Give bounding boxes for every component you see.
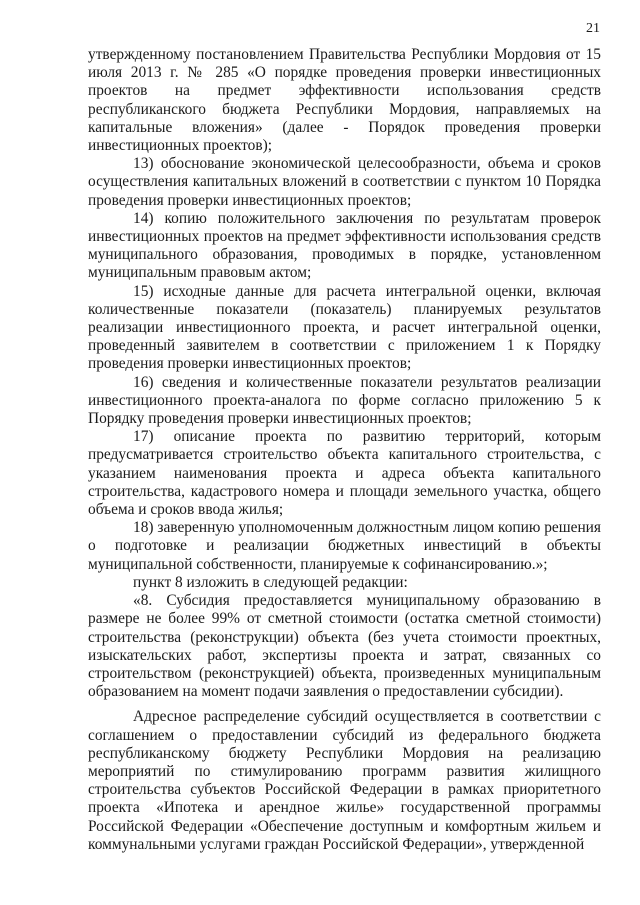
paragraph-item-17: 17) описание проекта по развитию территорий, которым предусматривается строительство объекта капитального строительства, с указанием наименования проекта и адреса объекта капитального строительства, кадастрового номера и площади земельного участка, общего объема и сроков ввода жилья; — [88, 428, 601, 519]
paragraph-item-15: 15) исходные данные для расчета интегральной оценки, включая количественные показатели (показатель) планируемых результатов реализации инвестиционного проекта, и расчет интегральной оценки, проведенный заявителем в соответствии с приложением 1 к Порядку проведения проверки инвестиционных проектов; — [88, 282, 601, 373]
paragraph-intro: утвержденному постановлением Правительства Республики Мордовия от 15 июля 2013 г. № 285 «О порядке проведения проверки инвестиционных проектов на предмет эффективности использования средств республиканского бюджета Республики Мордовия, направляемых на капитальные вложения» (далее - Порядок проведения проверки инвестиционных проектов); — [88, 46, 601, 155]
paragraph-item-16: 16) сведения и количественные показатели результатов реализации инвестиционного проекта-аналога по форме согласно приложению 5 к Порядку проведения проверки инвестиционных проектов; — [88, 373, 601, 428]
page-number: 21 — [586, 21, 600, 36]
paragraph-subsidy-distribution: Адресное распределение субсидий осуществляется в соответствии с соглашением о предоставлении субсидий из федерального бюджета республиканскому бюджету Республики Мордовия на реализацию мероприятий по стимулированию программ развития жилищного строительства субъектов Российской Федерации в рамках приоритетного проекта «Ипотека и арендное жилье» государственной программы Российской Федерации «Обеспечение доступным и комфортным жильем и коммунальными услугами граждан Российской Федерации», утвержденной — [88, 708, 601, 853]
paragraph-clause-8-intro: пункт 8 изложить в следующей редакции: — [133, 573, 408, 591]
paragraph-item-18: 18) заверенную уполномоченным должностным лицом копию решения о подготовке и реализации бюджетных инвестиций в объекты муниципальной собственности, планируемые к софинансированию.»; — [88, 519, 601, 573]
paragraph-clause-8: «8. Субсидия предоставляется муниципальному образованию в размере не более 99% от сметной стоимости (остатка сметной стоимости) строительства (реконструкции) объекта (без учета стоимости проектных, изыскательских работ, экспертизы проекта и затрат, связанных со строительством (реконструкцией) объекта, произведенных муниципальным образованием на момент подачи заявления о предоставлении субсидии). — [88, 592, 601, 701]
document-body — [88, 46, 601, 854]
paragraph-item-14: 14) копию положительного заключения по результатам проверок инвестиционных проектов на предмет эффективности использования средств муниципального образования, проводимых в порядке, установленном муниципальным правовым актом; — [88, 209, 601, 282]
paragraph-item-13: 13) обоснование экономической целесообразности, объема и сроков осуществления капитальных вложений в соответствии с пунктом 10 Порядка проведения проверки инвестиционных проектов; — [88, 155, 601, 209]
